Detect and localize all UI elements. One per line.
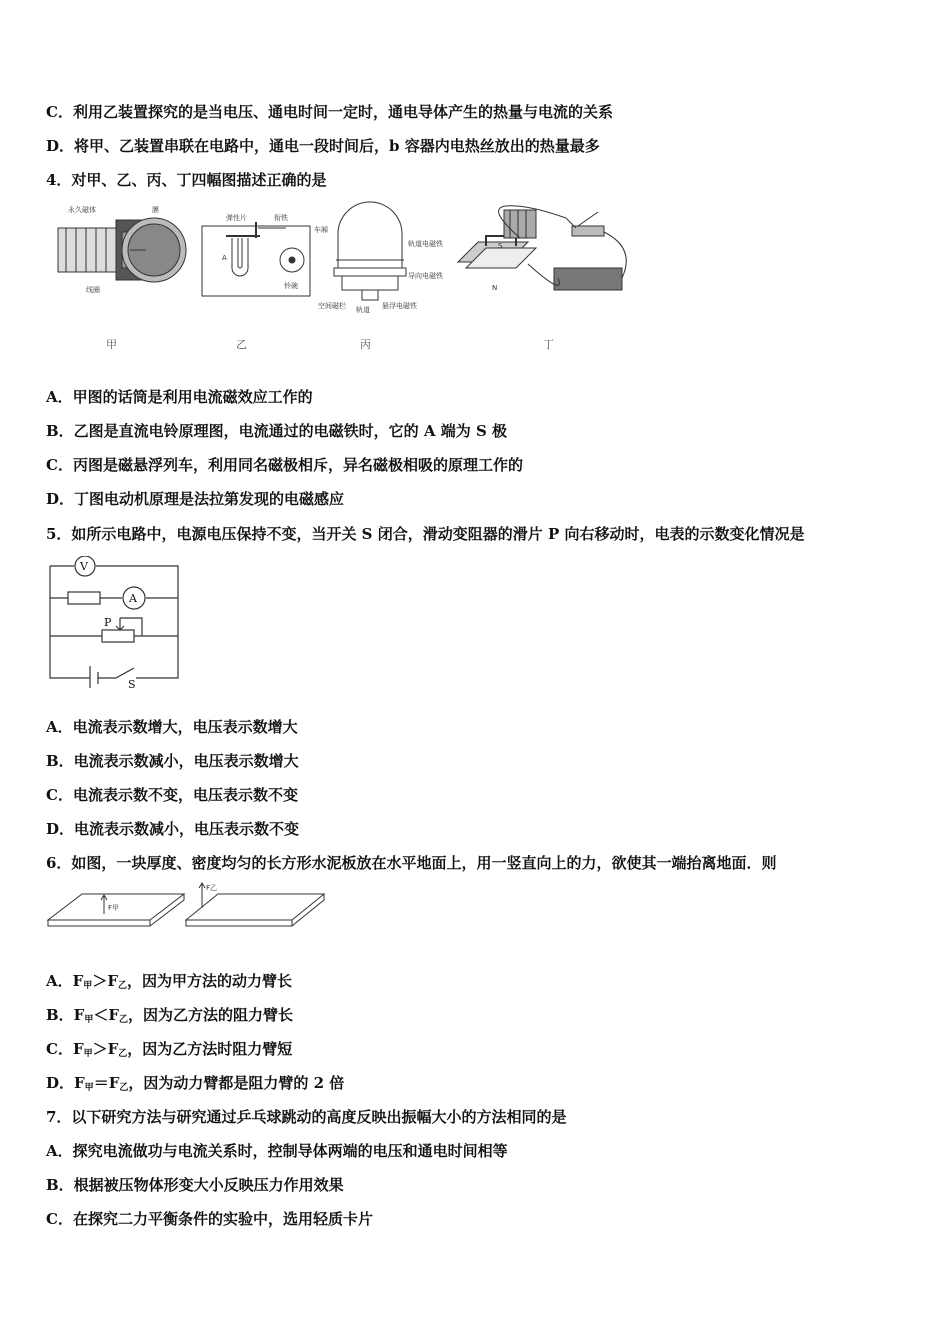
force-label-yi: F乙 — [206, 884, 218, 892]
voltmeter-label: V — [80, 560, 88, 573]
q5-option-b: B．电流表示数减小，电压表示数增大 — [46, 752, 299, 770]
ding-label-s: S — [498, 242, 503, 250]
jia-label-membrane: 膜 — [152, 206, 159, 214]
ammeter-label: A — [129, 592, 137, 605]
yi-label-spring: 弹性片 — [226, 214, 247, 222]
switch-label-s: S — [128, 678, 136, 688]
q4-caption-jia: 甲 — [106, 338, 117, 351]
q4-stem: 4．对甲、乙、丙、丁四幅图描述正确的是 — [46, 171, 327, 189]
q4-option-c: C．丙图是磁悬浮列车，利用同名磁极相斥，异名磁极相吸的原理工作的 — [46, 456, 523, 474]
q6-slab-diagram — [44, 880, 334, 938]
force-label-jia: F甲 — [108, 904, 120, 912]
q6-stem: 6．如图，一块厚度、密度均匀的长方形水泥板放在水平地面上，用一竖直向上的力，欲使其一端抬离地面．则 — [46, 854, 777, 872]
q4-option-d: D．丁图电动机原理是法拉第发现的电磁感应 — [46, 490, 345, 508]
motor-experiment-diagram — [458, 206, 626, 290]
q4-option-a: A．甲图的话筒是利用电流磁效应工作的 — [46, 388, 313, 406]
slide-rheostat — [102, 630, 134, 642]
q5-circuit-diagram — [44, 556, 184, 688]
q6-option-c: C．$F_甲>F_乙$，因为乙方法时阻力臂短 — [46, 1040, 293, 1059]
q4-caption-bing: 丙 — [360, 338, 371, 351]
bing-label-car: 车厢 — [314, 226, 328, 234]
slider-label-p: P — [104, 616, 112, 629]
q7-option-c: C．在探究二力平衡条件的实验中，选用轻质卡片 — [46, 1210, 373, 1228]
q4-caption-yi: 乙 — [236, 338, 247, 351]
q4-option-b: B．乙图是直流电铃原理图，电流通过的电磁铁时，它的 A 端为 S 极 — [46, 422, 508, 440]
q7-stem: 7．以下研究方法与研究通过乒乓球跳动的高度反映出振幅大小的方法相同的是 — [46, 1108, 567, 1126]
jia-label-coil: 线圈 — [86, 286, 100, 294]
bing-label-gap: 空间磁栏 — [318, 302, 346, 310]
yi-label-armature: 衔铁 — [274, 214, 288, 222]
q7-option-b: B．根据被压物体形变大小反映压力作用效果 — [46, 1176, 344, 1194]
q6-option-a: A．$F_甲>F_乙$，因为甲方法的动力臂长 — [46, 972, 292, 991]
bing-label-track: 轨道 — [356, 306, 370, 314]
bing-label-guide-magnet: 导向电磁铁 — [408, 272, 443, 280]
yi-label-bell: 铃碗 — [284, 282, 298, 290]
bing-label-levitation: 悬浮电磁铁 — [382, 302, 417, 310]
yi-label-a: A — [222, 254, 227, 262]
q5-stem: 5．如所示电路中，电源电压保持不变，当开关 S 闭合，滑动变阻器的滑片 P 向右移动时，电表的示数变化情况是 — [46, 525, 805, 543]
bing-label-track-magnet: 轨道电磁铁 — [408, 240, 443, 248]
q3-option-c: C．利用乙装置探究的是当电压、通电时间一定时，通电导体产生的热量与电流的关系 — [46, 103, 613, 121]
q5-option-a: A．电流表示数增大，电压表示数增大 — [46, 718, 298, 736]
resistor — [68, 592, 100, 604]
q5-option-d: D．电流表示数减小，电压表示数不变 — [46, 820, 300, 838]
q4-figure — [46, 198, 646, 358]
switch — [116, 668, 134, 678]
q4-caption-ding: 丁 — [543, 338, 554, 351]
q7-option-a: A．探究电流做功与电流关系时，控制导体两端的电压和通电时间相等 — [46, 1142, 508, 1160]
ding-label-n: N — [492, 284, 498, 292]
q6-option-d: D．$F_甲=F_乙$，因为动力臂都是阻力臂的 2 倍 — [46, 1074, 345, 1093]
maglev-diagram — [334, 202, 406, 300]
q3-option-d: D．将甲、乙装置串联在电路中，通电一段时间后，b 容器内电热丝放出的热量最多 — [46, 137, 600, 155]
jia-label-magnet: 永久磁体 — [68, 206, 96, 214]
q5-option-c: C．电流表示数不变，电压表示数不变 — [46, 786, 298, 804]
q6-option-b: B．$F_甲<F_乙$，因为乙方法的阻力臂长 — [46, 1006, 294, 1025]
microphone-diagram — [58, 218, 186, 282]
